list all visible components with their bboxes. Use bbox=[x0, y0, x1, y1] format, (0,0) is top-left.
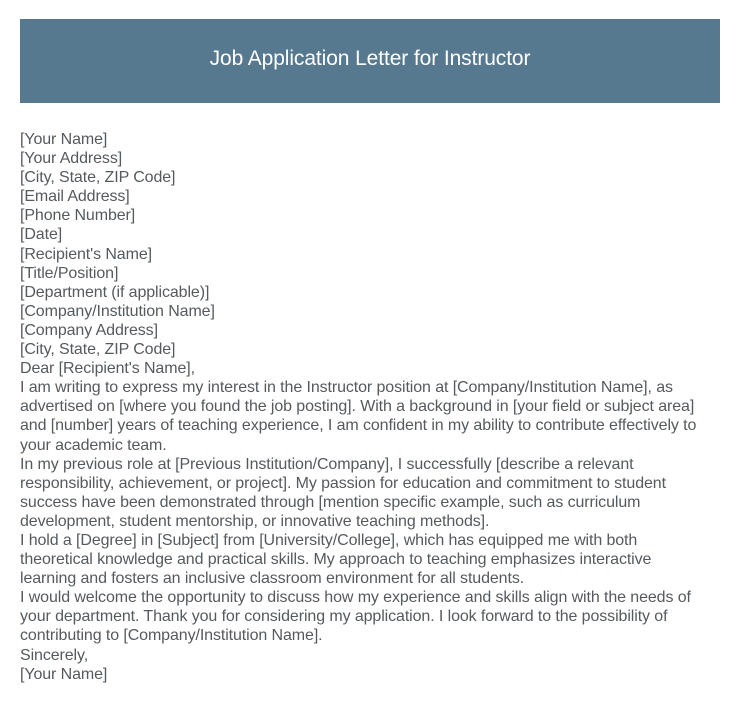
letter-line: [Department (if applicable)] bbox=[20, 283, 210, 301]
letter-line: theoretical knowledge and practical skills. My approach to teaching emphasizes interactive bbox=[20, 551, 652, 569]
letter-line: Sincerely, bbox=[20, 646, 89, 664]
letter-body bbox=[20, 130, 734, 684]
letter-line: I am writing to express my interest in the Instructor position at [Company/Institution Name], as bbox=[20, 379, 673, 397]
letter-line: [City, State, ZIP Code] bbox=[20, 341, 176, 359]
letter-line: I hold a [Degree] in [Subject] from [University/College], which has equipped me with both bbox=[20, 531, 638, 549]
letter-line: [Company/Institution Name] bbox=[20, 302, 215, 320]
header-band bbox=[20, 19, 720, 103]
letter-line: [Date] bbox=[20, 226, 63, 244]
letter-line: [Phone Number] bbox=[20, 207, 136, 225]
letter-line: responsibility, achievement, or project]. My passion for education and commitment to student bbox=[20, 474, 666, 492]
letter-line: success have been demonstrated through [mention specific example, such as curriculum bbox=[20, 493, 641, 511]
letter-line: advertised on [where you found the job posting]. With a background in [your field or subject area] bbox=[20, 398, 695, 416]
letter-line: [Your Name] bbox=[20, 665, 108, 683]
letter-line: [City, State, ZIP Code] bbox=[20, 169, 176, 187]
letter-line: In my previous role at [Previous Institution/Company], I successfully [describe a relevant bbox=[20, 455, 634, 473]
letter-line: [Your Address] bbox=[20, 150, 123, 168]
letter-line: Dear [Recipient's Name], bbox=[20, 360, 195, 378]
letter-line: and [number] years of teaching experience, I am confident in my ability to contribute effectively to bbox=[20, 417, 697, 435]
letter-line: contributing to [Company/Institution Name]. bbox=[20, 627, 323, 645]
letter-line: your department. Thank you for considering my application. I look forward to the possibility of bbox=[20, 608, 668, 626]
letter-line: your academic team. bbox=[20, 436, 167, 454]
letter-line: [Company Address] bbox=[20, 321, 158, 339]
letter-line: [Title/Position] bbox=[20, 264, 119, 282]
letter-line: [Email Address] bbox=[20, 188, 130, 206]
letter-line: [Recipient's Name] bbox=[20, 245, 152, 263]
letter-line: learning and fosters an inclusive classroom environment for all students. bbox=[20, 570, 525, 588]
letter-line: I would welcome the opportunity to discuss how my experience and skills align with the needs of bbox=[20, 589, 691, 607]
letter-line: development, student mentorship, or innovative teaching methods]. bbox=[20, 512, 490, 530]
letter-line: [Your Name] bbox=[20, 131, 108, 148]
page-title: Job Application Letter for Instructor bbox=[209, 47, 531, 70]
